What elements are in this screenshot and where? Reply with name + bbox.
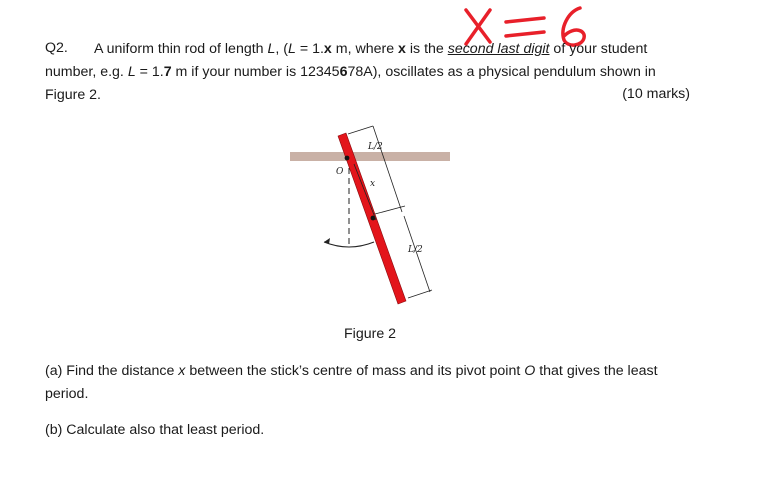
label-x: x xyxy=(370,179,376,189)
label-pivot: O xyxy=(336,167,344,177)
handwriting-text: x= 6 xyxy=(460,2,463,3)
question-line-2: number, e.g. L = 1.7 m if your number is 12345678A), oscillates as a physical pendulum shown in xyxy=(45,64,656,80)
part-a-line-2: period. xyxy=(45,386,89,402)
ceiling-bar xyxy=(290,152,450,161)
part-b: (b) Calculate also that least period. xyxy=(45,422,265,438)
pivot-point xyxy=(345,156,350,161)
label-half-bottom: L/2 xyxy=(408,245,423,255)
question-line-3: Figure 2. xyxy=(45,87,101,103)
question-line-1: A uniform thin rod of length L, (L = 1.x m, where x is the second last digit of your student xyxy=(94,41,648,57)
pendulum-figure xyxy=(280,120,470,320)
label-half-top: L/2 xyxy=(368,142,383,152)
marks-label: (10 marks) xyxy=(622,86,690,102)
part-a-line-1: (a) Find the distance x between the stick’s centre of mass and its pivot point O that gives the least xyxy=(45,363,658,379)
figure-caption: Figure 2 xyxy=(344,326,397,342)
question-number: Q2. xyxy=(45,40,68,56)
